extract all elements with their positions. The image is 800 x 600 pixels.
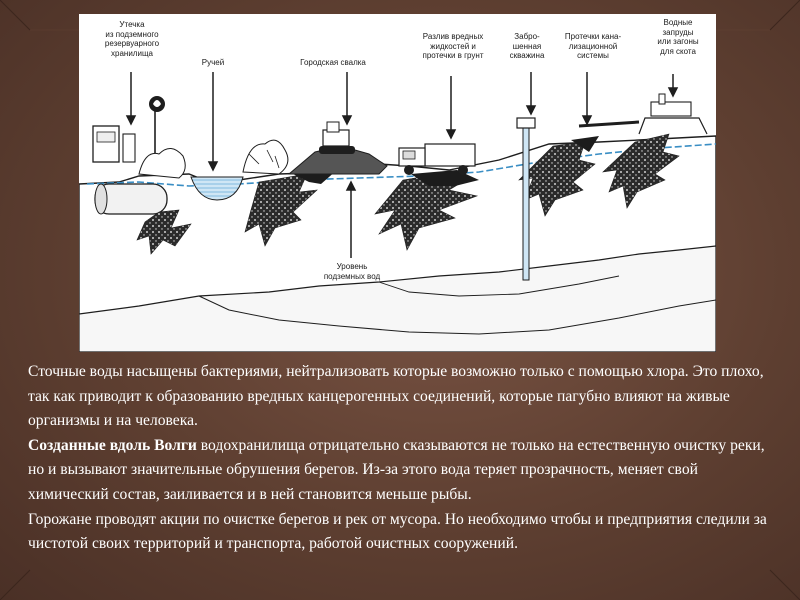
label-tank-leak: Утечка из подземного резервуарного хранилища bbox=[104, 20, 160, 58]
groundwater-pollution-diagram bbox=[79, 14, 716, 352]
paragraph-volga bbox=[28, 434, 778, 508]
paragraph-volga-bold: Созданные вдоль Волги bbox=[28, 436, 197, 454]
label-abandoned-well: Забро- шенная скважина bbox=[509, 32, 545, 61]
label-sewer-leak: Протечки кана- лизационной системы bbox=[564, 32, 622, 61]
diagram-illustration bbox=[79, 14, 716, 352]
label-spill: Разлив вредных жидкостей и протечки в грунт bbox=[422, 32, 484, 61]
slide-body-text bbox=[28, 360, 778, 557]
label-stream: Ручей bbox=[201, 58, 225, 67]
label-livestock: Водные запруды или загоны для скота bbox=[657, 18, 699, 56]
paragraph-wastewater: Сточные воды насыщены бактериями, нейтрализовать которые возможно только с помощью хлора. Это плохо, так как приводит к образованию вредных канцерогенных соединений, которые пагубно влияют на живые организмы и на человека. bbox=[28, 363, 764, 430]
label-landfill: Городская свалка bbox=[300, 58, 366, 67]
paragraph-citizens: Горожане проводят акции по очистке берегов и рек от мусора. Но необходимо чтобы и предприятия следили за чистотой своих территорий и транспорта, работой очистных сооружений. bbox=[28, 510, 767, 553]
paragraph-volga-rest: водохранилища отрицательно сказываются не только на естественную очистку реки, но и вызывают значительные обрушения берегов. Из-за этого вода теряет прозрачность, меняет свой химический состав, заиливается и в ней становится меньше рыбы. bbox=[28, 436, 765, 503]
label-groundwater-level: Уровень подземных вод bbox=[323, 262, 381, 281]
